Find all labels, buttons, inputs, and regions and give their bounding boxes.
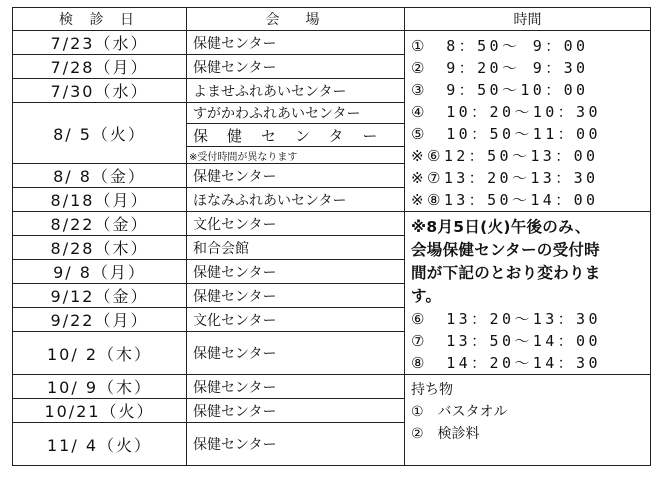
row-date: 9/22（月） bbox=[13, 308, 187, 332]
belongings-item: ② 検診料 bbox=[411, 426, 480, 442]
notice-line: す。 bbox=[411, 287, 442, 305]
row-venue: 保健センター bbox=[187, 164, 405, 188]
alt-time-slot: ⑦ 13：50～14：00 bbox=[411, 332, 601, 350]
time-slot: ※⑦13：20～13：30 bbox=[411, 169, 599, 187]
row-date: 7/23（水） bbox=[13, 31, 187, 55]
alt-time-slot: ⑧ 14：20～14：30 bbox=[411, 354, 601, 372]
row-date: 8/22（金） bbox=[13, 212, 187, 236]
row-date: 9/ 8（月） bbox=[13, 260, 187, 284]
row-venue: 保健センター bbox=[187, 399, 405, 423]
alt-time-slot: ⑥ 13：20～13：30 bbox=[411, 310, 601, 328]
row-venue: 保健センター bbox=[187, 332, 405, 375]
time-slot: ⑤ 10：50～11：00 bbox=[411, 125, 601, 143]
notice-cell bbox=[405, 212, 651, 375]
time-slot: ② 9：20～ 9：30 bbox=[411, 59, 589, 77]
row-venue: 和合会館 bbox=[187, 236, 405, 260]
row-venue: 保健センター bbox=[187, 375, 405, 399]
row-venue: 保健センター bbox=[187, 124, 405, 147]
time-slot: ※⑧13：50～14：00 bbox=[411, 191, 599, 209]
row-venue: 文化センター bbox=[187, 308, 405, 332]
row-date: 9/12（金） bbox=[13, 284, 187, 308]
notice-text bbox=[411, 216, 650, 308]
row-date: 8/18（月） bbox=[13, 188, 187, 212]
row-venue: よませふれあいセンター bbox=[187, 79, 405, 103]
row-date: 10/ 2（木） bbox=[13, 332, 187, 375]
venue-note: ※受付時間が異なります bbox=[187, 147, 405, 164]
row-venue: 保健センター bbox=[187, 423, 405, 466]
belongings-item: ① バスタオル bbox=[411, 404, 508, 420]
row-venue: すがかわふれあいセンター bbox=[187, 103, 405, 124]
row-date: 10/21（火） bbox=[13, 399, 187, 423]
row-venue: 保健センター bbox=[187, 260, 405, 284]
header-date: 検 診 日 bbox=[13, 8, 187, 31]
time-slot: ※⑥12：50～13：00 bbox=[411, 147, 599, 165]
screening-schedule-table bbox=[12, 7, 651, 466]
table-row bbox=[13, 31, 651, 55]
row-date: 8/ 5（火） bbox=[13, 103, 187, 164]
time-slot: ① 8：50～ 9：00 bbox=[411, 37, 589, 55]
row-date: 8/28（木） bbox=[13, 236, 187, 260]
belongings-cell bbox=[405, 375, 651, 466]
row-venue: ほなみふれあいセンター bbox=[187, 188, 405, 212]
notice-line: 間が下記のとおり変わりま bbox=[411, 264, 601, 282]
notice-line: ※8月5日(火)午後のみ、 bbox=[411, 218, 591, 236]
row-date: 11/ 4（火） bbox=[13, 423, 187, 466]
table-row bbox=[13, 212, 651, 236]
row-date: 7/30（水） bbox=[13, 79, 187, 103]
row-date: 7/28（月） bbox=[13, 55, 187, 79]
row-venue: 保健センター bbox=[187, 284, 405, 308]
time-slot: ④ 10：20～10：30 bbox=[411, 103, 601, 121]
belongings-title: 持ち物 bbox=[411, 382, 453, 398]
notice-line: 会場保健センターの受付時 bbox=[411, 241, 600, 259]
header-time: 時間 bbox=[405, 8, 651, 31]
row-venue: 文化センター bbox=[187, 212, 405, 236]
time-slot: ③ 9：50～10：00 bbox=[411, 81, 589, 99]
time-slots-cell bbox=[405, 31, 651, 212]
row-venue: 保健センター bbox=[187, 31, 405, 55]
table-row bbox=[13, 375, 651, 399]
row-date: 10/ 9（木） bbox=[13, 375, 187, 399]
row-date: 8/ 8（金） bbox=[13, 164, 187, 188]
header-venue: 会 場 bbox=[187, 8, 405, 31]
row-venue: 保健センター bbox=[187, 55, 405, 79]
